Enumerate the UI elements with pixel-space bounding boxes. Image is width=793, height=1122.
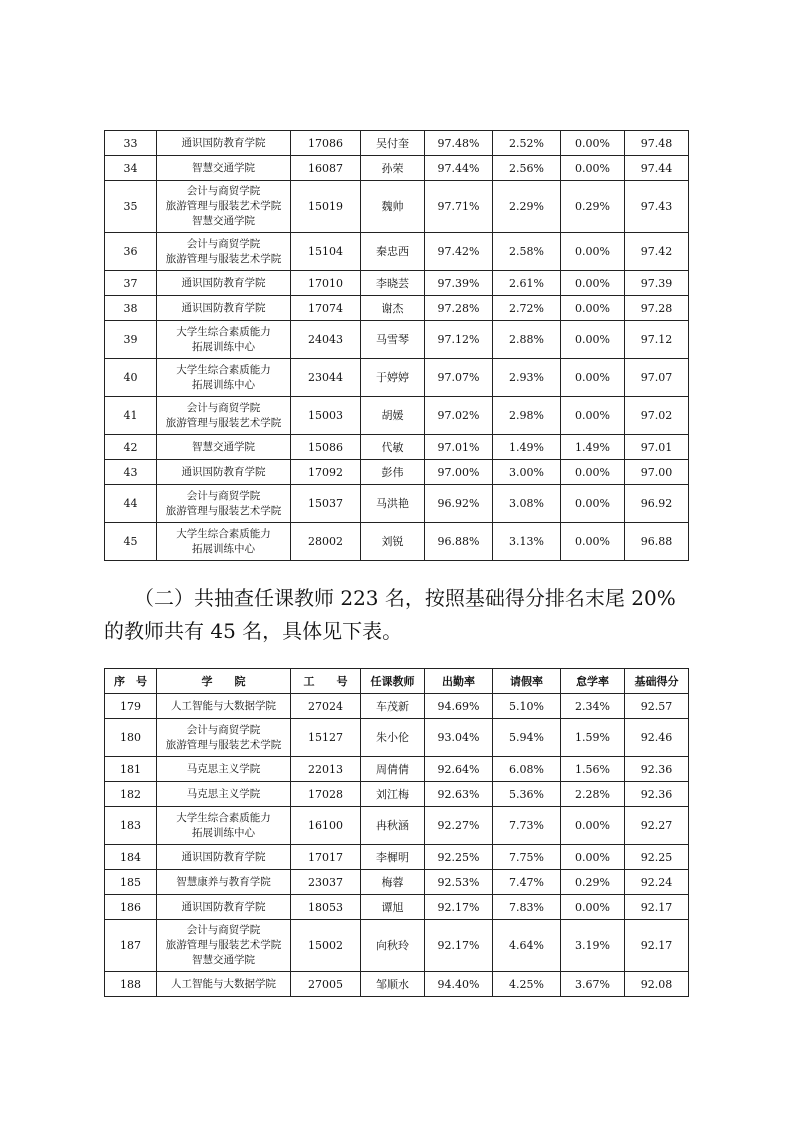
- cell-no: 40: [105, 359, 157, 397]
- cell-teacher: 邹顺水: [361, 972, 425, 997]
- school-line: 通识国防教育学院: [181, 850, 266, 863]
- table-row: [105, 870, 689, 895]
- cell-no: 42: [105, 435, 157, 460]
- cell-school: [157, 807, 291, 845]
- cell-no: 188: [105, 972, 157, 997]
- cell-teacher: 周倩倩: [361, 757, 425, 782]
- school-line: 拓展训练中心: [192, 378, 255, 391]
- cell-no: 183: [105, 807, 157, 845]
- cell-leave: 2.93%: [493, 359, 561, 397]
- cell-idle: 0.00%: [561, 895, 625, 920]
- school-line: 人工智能与大数据学院: [171, 977, 276, 990]
- cell-attendance: 97.00%: [425, 460, 493, 485]
- teacher-ranking-table-continued: [104, 130, 689, 561]
- cell-id: 24043: [291, 321, 361, 359]
- cell-id: 17074: [291, 296, 361, 321]
- school-line: 通识国防教育学院: [181, 465, 266, 478]
- cell-attendance: 97.42%: [425, 233, 493, 271]
- header-idle: 怠学率: [561, 669, 625, 694]
- cell-score: 97.12: [625, 321, 689, 359]
- cell-attendance: 92.17%: [425, 895, 493, 920]
- cell-idle: 2.34%: [561, 694, 625, 719]
- cell-no: 34: [105, 156, 157, 181]
- table-row: [105, 807, 689, 845]
- cell-leave: 4.64%: [493, 920, 561, 972]
- school-line: 会计与商贸学院: [186, 237, 261, 250]
- table-row: [105, 271, 689, 296]
- cell-teacher: 朱小伦: [361, 719, 425, 757]
- cell-score: 97.48: [625, 131, 689, 156]
- cell-no: 41: [105, 397, 157, 435]
- table-row: [105, 895, 689, 920]
- cell-no: 45: [105, 523, 157, 561]
- cell-no: 180: [105, 719, 157, 757]
- cell-teacher: 孙荣: [361, 156, 425, 181]
- school-line: 智慧康养与教育学院: [176, 875, 271, 888]
- cell-attendance: 97.02%: [425, 397, 493, 435]
- school-line: 会计与商贸学院: [186, 185, 261, 197]
- cell-attendance: 93.04%: [425, 719, 493, 757]
- table-row: [105, 397, 689, 435]
- cell-idle: 1.56%: [561, 757, 625, 782]
- cell-attendance: 92.53%: [425, 870, 493, 895]
- cell-school: [157, 782, 291, 807]
- cell-id: 15002: [291, 920, 361, 972]
- cell-score: 97.02: [625, 397, 689, 435]
- cell-idle: 0.00%: [561, 397, 625, 435]
- cell-leave: 1.49%: [493, 435, 561, 460]
- cell-teacher: 吴付奎: [361, 131, 425, 156]
- cell-id: 15104: [291, 233, 361, 271]
- cell-idle: 0.29%: [561, 181, 625, 233]
- school-line: 旅游管理与服装艺术学院: [165, 939, 282, 951]
- school-line: 通识国防教育学院: [181, 301, 266, 314]
- cell-no: 43: [105, 460, 157, 485]
- cell-score: 92.08: [625, 972, 689, 997]
- cell-idle: 1.59%: [561, 719, 625, 757]
- cell-score: 96.88: [625, 523, 689, 561]
- cell-attendance: 92.27%: [425, 807, 493, 845]
- school-line: 智慧交通学院: [192, 161, 255, 174]
- cell-attendance: 97.12%: [425, 321, 493, 359]
- cell-score: 97.01: [625, 435, 689, 460]
- cell-score: 96.92: [625, 485, 689, 523]
- cell-score: 97.39: [625, 271, 689, 296]
- school-line: 旅游管理与服装艺术学院: [165, 738, 282, 751]
- header-teacher: 任课教师: [361, 669, 425, 694]
- cell-id: 22013: [291, 757, 361, 782]
- cell-id: 17086: [291, 131, 361, 156]
- cell-teacher: 谭旭: [361, 895, 425, 920]
- cell-leave: 2.98%: [493, 397, 561, 435]
- cell-attendance: 92.25%: [425, 845, 493, 870]
- header-leave: 请假率: [493, 669, 561, 694]
- cell-id: 17017: [291, 845, 361, 870]
- cell-id: 15086: [291, 435, 361, 460]
- cell-attendance: 97.07%: [425, 359, 493, 397]
- cell-attendance: 97.44%: [425, 156, 493, 181]
- school-line: 通识国防教育学院: [181, 136, 266, 149]
- cell-no: 179: [105, 694, 157, 719]
- cell-attendance: 92.63%: [425, 782, 493, 807]
- cell-school: [157, 233, 291, 271]
- cell-teacher: 胡媛: [361, 397, 425, 435]
- cell-score: 92.46: [625, 719, 689, 757]
- cell-no: 44: [105, 485, 157, 523]
- cell-attendance: 94.69%: [425, 694, 493, 719]
- cell-score: 97.43: [625, 181, 689, 233]
- cell-id: 23037: [291, 870, 361, 895]
- cell-leave: 5.36%: [493, 782, 561, 807]
- cell-no: 33: [105, 131, 157, 156]
- cell-teacher: 李晓芸: [361, 271, 425, 296]
- table-row: [105, 321, 689, 359]
- school-line: 通识国防教育学院: [181, 276, 266, 289]
- school-line: 会计与商贸学院: [186, 401, 261, 414]
- cell-leave: 4.25%: [493, 972, 561, 997]
- cell-score: 92.36: [625, 757, 689, 782]
- cell-idle: 0.00%: [561, 156, 625, 181]
- school-line: 通识国防教育学院: [181, 900, 266, 913]
- cell-idle: 0.00%: [561, 296, 625, 321]
- table-row: [105, 523, 689, 561]
- cell-attendance: 97.01%: [425, 435, 493, 460]
- cell-attendance: 97.39%: [425, 271, 493, 296]
- cell-id: 17010: [291, 271, 361, 296]
- cell-idle: 0.00%: [561, 523, 625, 561]
- cell-school: [157, 972, 291, 997]
- table-row: [105, 435, 689, 460]
- cell-leave: 6.08%: [493, 757, 561, 782]
- cell-school: [157, 694, 291, 719]
- table-header: [105, 669, 689, 694]
- cell-score: 92.24: [625, 870, 689, 895]
- cell-leave: 5.10%: [493, 694, 561, 719]
- cell-score: 97.28: [625, 296, 689, 321]
- cell-idle: 0.00%: [561, 271, 625, 296]
- cell-idle: 0.00%: [561, 460, 625, 485]
- school-line: 会计与商贸学院: [186, 924, 261, 936]
- cell-school: [157, 757, 291, 782]
- school-line: 会计与商贸学院: [186, 489, 261, 502]
- cell-no: 185: [105, 870, 157, 895]
- cell-attendance: 92.17%: [425, 920, 493, 972]
- cell-attendance: 96.88%: [425, 523, 493, 561]
- table-row: [105, 485, 689, 523]
- cell-idle: 0.00%: [561, 807, 625, 845]
- cell-leave: 2.52%: [493, 131, 561, 156]
- cell-school: [157, 845, 291, 870]
- cell-school: [157, 156, 291, 181]
- cell-no: 186: [105, 895, 157, 920]
- table-row: [105, 694, 689, 719]
- cell-school: [157, 460, 291, 485]
- school-line: 旅游管理与服装艺术学院: [165, 252, 282, 265]
- table-row: [105, 920, 689, 972]
- cell-school: [157, 271, 291, 296]
- table-row: [105, 972, 689, 997]
- cell-teacher: 刘锐: [361, 523, 425, 561]
- table-row: [105, 296, 689, 321]
- cell-id: 15127: [291, 719, 361, 757]
- cell-attendance: 96.92%: [425, 485, 493, 523]
- cell-leave: 3.13%: [493, 523, 561, 561]
- cell-school: [157, 719, 291, 757]
- cell-teacher: 向秋玲: [361, 920, 425, 972]
- header-school: 学 院: [157, 669, 291, 694]
- cell-school: [157, 359, 291, 397]
- school-line: 马克思主义学院: [186, 762, 261, 775]
- table-row: [105, 757, 689, 782]
- cell-idle: 0.29%: [561, 870, 625, 895]
- cell-id: 15019: [291, 181, 361, 233]
- section-paragraph-line-1: （二）共抽查任课教师 223 名，按照基础得分排名末尾 20%: [134, 586, 676, 610]
- school-line: 旅游管理与服装艺术学院: [165, 504, 282, 517]
- cell-id: 23044: [291, 359, 361, 397]
- table-row: [105, 782, 689, 807]
- cell-school: [157, 321, 291, 359]
- cell-teacher: 魏帅: [361, 181, 425, 233]
- cell-idle: 1.49%: [561, 435, 625, 460]
- cell-leave: 7.75%: [493, 845, 561, 870]
- cell-no: 36: [105, 233, 157, 271]
- cell-no: 39: [105, 321, 157, 359]
- cell-id: 17028: [291, 782, 361, 807]
- cell-idle: 3.19%: [561, 920, 625, 972]
- cell-leave: 3.00%: [493, 460, 561, 485]
- cell-leave: 7.47%: [493, 870, 561, 895]
- bottom-20-percent-teacher-table: [104, 668, 689, 997]
- cell-leave: 2.58%: [493, 233, 561, 271]
- cell-teacher: 梅蓉: [361, 870, 425, 895]
- cell-no: 182: [105, 782, 157, 807]
- cell-attendance: 97.28%: [425, 296, 493, 321]
- cell-score: 97.07: [625, 359, 689, 397]
- cell-no: 187: [105, 920, 157, 972]
- table-row: [105, 460, 689, 485]
- table-row: [105, 131, 689, 156]
- table-body: [105, 694, 689, 997]
- school-line: 会计与商贸学院: [186, 723, 261, 736]
- cell-teacher: 代敏: [361, 435, 425, 460]
- cell-school: [157, 870, 291, 895]
- school-line: 大学生综合素质能力: [176, 363, 271, 376]
- cell-attendance: 97.48%: [425, 131, 493, 156]
- cell-idle: 0.00%: [561, 359, 625, 397]
- cell-teacher: 谢杰: [361, 296, 425, 321]
- cell-school: [157, 895, 291, 920]
- cell-no: 181: [105, 757, 157, 782]
- cell-teacher: 于婷婷: [361, 359, 425, 397]
- school-line: 拓展训练中心: [192, 340, 255, 353]
- cell-score: 92.17: [625, 895, 689, 920]
- cell-no: 35: [105, 181, 157, 233]
- cell-idle: 0.00%: [561, 321, 625, 359]
- cell-school: [157, 435, 291, 460]
- cell-school: [157, 485, 291, 523]
- cell-no: 38: [105, 296, 157, 321]
- cell-leave: 2.56%: [493, 156, 561, 181]
- cell-id: 16100: [291, 807, 361, 845]
- cell-attendance: 97.71%: [425, 181, 493, 233]
- cell-teacher: 马雪琴: [361, 321, 425, 359]
- table-body: [105, 131, 689, 561]
- header-id: 工 号: [291, 669, 361, 694]
- header-score: 基础得分: [625, 669, 689, 694]
- cell-score: 97.00: [625, 460, 689, 485]
- cell-leave: 2.61%: [493, 271, 561, 296]
- school-line: 马克思主义学院: [186, 787, 261, 800]
- cell-leave: 2.88%: [493, 321, 561, 359]
- cell-id: 16087: [291, 156, 361, 181]
- school-line: 人工智能与大数据学院: [171, 699, 276, 712]
- cell-school: [157, 397, 291, 435]
- cell-id: 18053: [291, 895, 361, 920]
- cell-school: [157, 181, 291, 233]
- cell-score: 97.42: [625, 233, 689, 271]
- cell-teacher: 冉秋涵: [361, 807, 425, 845]
- cell-school: [157, 523, 291, 561]
- table-row: [105, 719, 689, 757]
- cell-idle: 2.28%: [561, 782, 625, 807]
- school-line: 大学生综合素质能力: [176, 325, 271, 338]
- table-row: [105, 156, 689, 181]
- cell-idle: 0.00%: [561, 845, 625, 870]
- table-row: [105, 181, 689, 233]
- cell-idle: 0.00%: [561, 233, 625, 271]
- school-line: 智慧交通学院: [192, 215, 255, 227]
- cell-attendance: 92.64%: [425, 757, 493, 782]
- cell-idle: 0.00%: [561, 485, 625, 523]
- cell-leave: 2.29%: [493, 181, 561, 233]
- cell-leave: 3.08%: [493, 485, 561, 523]
- cell-score: 92.17: [625, 920, 689, 972]
- cell-idle: 0.00%: [561, 131, 625, 156]
- cell-id: 17092: [291, 460, 361, 485]
- table-row: [105, 359, 689, 397]
- cell-teacher: 刘江梅: [361, 782, 425, 807]
- section-paragraph-line-2: 的教师共有 45 名，具体见下表。: [104, 619, 403, 643]
- school-line: 大学生综合素质能力: [176, 811, 271, 824]
- cell-teacher: 李樨明: [361, 845, 425, 870]
- cell-school: [157, 296, 291, 321]
- cell-score: 92.57: [625, 694, 689, 719]
- header-attendance: 出勤率: [425, 669, 493, 694]
- cell-teacher: 马洪艳: [361, 485, 425, 523]
- table-row: [105, 845, 689, 870]
- cell-idle: 3.67%: [561, 972, 625, 997]
- cell-id: 27024: [291, 694, 361, 719]
- cell-score: 92.27: [625, 807, 689, 845]
- cell-school: [157, 131, 291, 156]
- school-line: 智慧交通学院: [192, 954, 255, 966]
- cell-score: 92.25: [625, 845, 689, 870]
- header-row: [105, 669, 689, 694]
- cell-no: 37: [105, 271, 157, 296]
- school-line: 拓展训练中心: [192, 542, 255, 555]
- table-row: [105, 233, 689, 271]
- cell-teacher: 车茂新: [361, 694, 425, 719]
- school-line: 智慧交通学院: [192, 440, 255, 453]
- header-no: 序 号: [105, 669, 157, 694]
- cell-score: 97.44: [625, 156, 689, 181]
- school-line: 拓展训练中心: [192, 826, 255, 839]
- school-line: 大学生综合素质能力: [176, 527, 271, 540]
- cell-leave: 7.83%: [493, 895, 561, 920]
- cell-id: 27005: [291, 972, 361, 997]
- school-line: 旅游管理与服装艺术学院: [165, 200, 282, 212]
- cell-leave: 2.72%: [493, 296, 561, 321]
- cell-leave: 7.73%: [493, 807, 561, 845]
- cell-school: [157, 920, 291, 972]
- cell-id: 15003: [291, 397, 361, 435]
- cell-leave: 5.94%: [493, 719, 561, 757]
- cell-score: 92.36: [625, 782, 689, 807]
- cell-attendance: 94.40%: [425, 972, 493, 997]
- cell-id: 28002: [291, 523, 361, 561]
- cell-teacher: 秦忠西: [361, 233, 425, 271]
- cell-no: 184: [105, 845, 157, 870]
- school-line: 旅游管理与服装艺术学院: [165, 416, 282, 429]
- cell-id: 15037: [291, 485, 361, 523]
- cell-teacher: 彭伟: [361, 460, 425, 485]
